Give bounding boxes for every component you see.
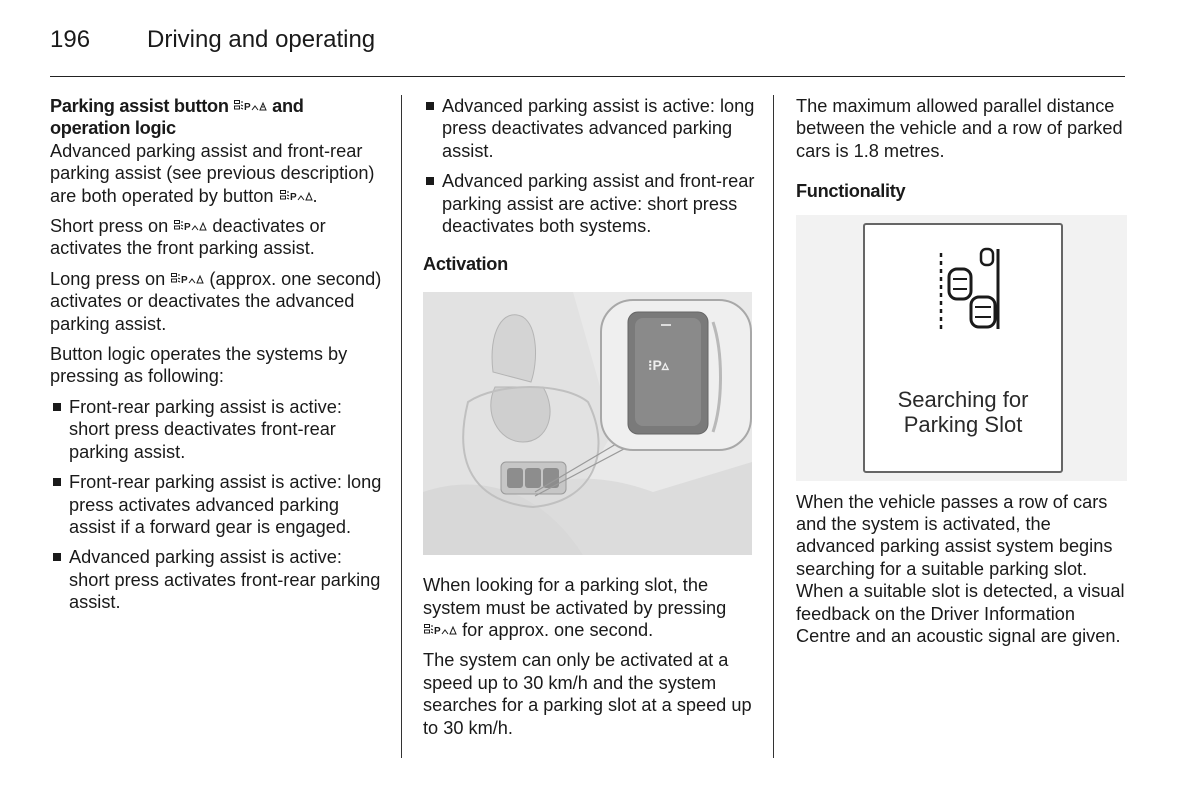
paragraph: The maximum allowed parallel distance between the vehicle and a row of parked cars is 1.8 metres.	[796, 96, 1123, 161]
list-item: Front-rear parking assist is active: short press deactivates front-rear parking assist.	[50, 396, 386, 463]
paragraph	[50, 215, 386, 260]
heading-text: operation logic	[50, 118, 176, 139]
parked-cars-icon	[935, 245, 1005, 335]
parking-assist-icon	[233, 99, 267, 113]
parking-assist-icon	[170, 272, 204, 286]
section-heading-activation: Activation	[423, 254, 508, 275]
paragraph-text: for approx. one second.	[462, 620, 654, 641]
parking-assist-icon	[173, 219, 207, 233]
bullet-list	[50, 396, 386, 614]
svg-text:P: P	[289, 191, 297, 203]
page-number: 196	[50, 26, 91, 53]
bullet-list	[423, 95, 759, 237]
parking-assist-icon	[279, 189, 313, 203]
paragraph	[50, 140, 386, 207]
heading-text: and	[272, 96, 304, 116]
column-divider	[401, 95, 402, 758]
display-message	[865, 387, 1061, 437]
svg-text:P: P	[184, 222, 192, 234]
paragraph-text: (approx. one second) activates or deactivates the advanced parking assist.	[50, 268, 382, 334]
list-item: Front-rear parking assist is active: long press activates advanced parking assist if a forward gear is engaged.	[50, 471, 386, 538]
paragraph: Button logic operates the systems by pressing as following:	[50, 344, 348, 387]
column-middle	[423, 95, 759, 747]
svg-text:⁝P▵: ⁝P▵	[648, 356, 669, 373]
section-heading-functionality: Functionality	[796, 181, 906, 202]
list-item: Advanced parking assist and front-rear parking assist are active: short press deactivates both systems.	[423, 170, 759, 237]
heading-text: Parking assist button	[50, 96, 229, 116]
paragraph-text: Long press on	[50, 268, 166, 289]
list-item: Advanced parking assist is active: short press activates front-rear parking assist.	[50, 546, 386, 613]
display-line: Parking Slot	[903, 411, 1023, 437]
svg-text:P: P	[244, 102, 251, 113]
driver-information-centre-figure	[796, 215, 1127, 481]
chapter-title: Driving and operating	[147, 26, 376, 53]
display-line: Searching for	[897, 386, 1029, 412]
column-left	[50, 95, 386, 622]
list-item: Advanced parking assist is active: long press deactivates advanced parking assist.	[423, 95, 759, 162]
paragraph: When the vehicle passes a row of cars and the system is activated, the advanced parking assist system begins searching for a suitable parking slot. When a suitable slot is detected, a visual feedback on the Driver Information Centre and an acoustic signal are given.	[796, 491, 1125, 647]
page-header	[50, 26, 1125, 77]
column-right	[796, 95, 1132, 655]
paragraph	[423, 574, 759, 641]
column-divider	[773, 95, 774, 758]
paragraph-text: Advanced parking assist and front-rear parking assist (see previous description) are both operated by button	[50, 140, 375, 206]
svg-text:P: P	[434, 626, 441, 638]
svg-text:P: P	[181, 274, 189, 286]
paragraph: The system can only be activated at a speed up to 30 km/h and the system searches for a parking slot at a speed up to 30 km/h.	[423, 650, 752, 738]
console-button-illustration	[423, 292, 752, 555]
section-heading-parking-assist-button	[50, 95, 386, 140]
paragraph-text: .	[312, 185, 318, 206]
paragraph-text: When looking for a parking slot, the system must be activated by pressing	[423, 575, 727, 618]
paragraph	[50, 268, 386, 335]
paragraph-text: Short press on	[50, 216, 169, 237]
paragraph-text: deactivates or activates the front parking assist.	[50, 216, 326, 259]
parking-assist-icon	[423, 623, 457, 637]
display-frame	[863, 223, 1063, 473]
